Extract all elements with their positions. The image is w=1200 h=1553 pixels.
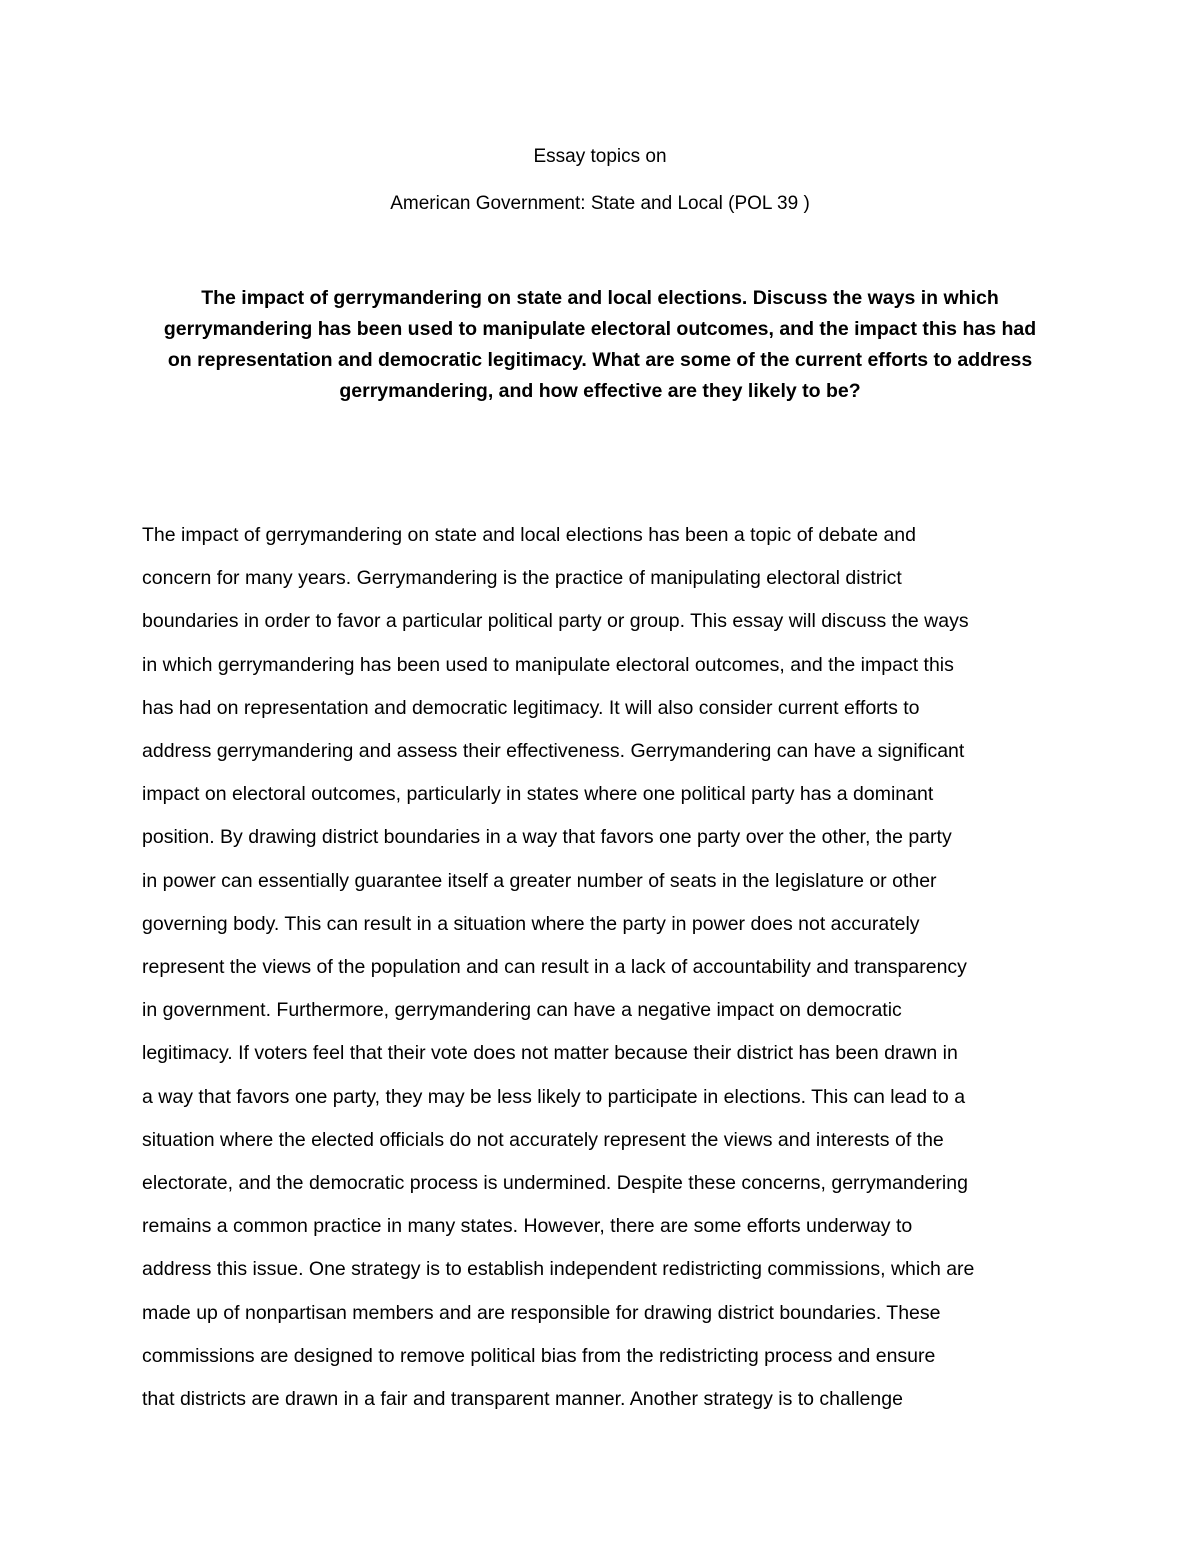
essay-topic-prompt: [130, 283, 1070, 407]
essay-line: in government. Furthermore, gerrymandering can have a negative impact on democratic: [142, 999, 902, 1022]
topic-line: on representation and democratic legitimacy. What are some of the current efforts to address: [167, 349, 1033, 371]
essay-line: impact on electoral outcomes, particularly in states where one political party has a dominant: [142, 783, 934, 806]
essay-line: address gerrymandering and assess their effectiveness. Gerrymandering can have a significant: [142, 740, 965, 763]
essay-line: in power can essentially guarantee itself a greater number of seats in the legislature or other: [142, 869, 937, 892]
essay-line: a way that favors one party, they may be less likely to participate in elections. This can lead to a: [142, 1085, 966, 1108]
essay-line: address this issue. One strategy is to establish independent redistricting commissions, which are: [142, 1258, 975, 1281]
essay-line: represent the views of the population and can result in a lack of accountability and transparency: [142, 956, 967, 979]
topic-line: The impact of gerrymandering on state and local elections. Discuss the ways in which: [201, 287, 999, 309]
course-title: American Government: State and Local (POL 39 ): [390, 193, 810, 214]
essay-line: has had on representation and democratic legitimacy. It will also consider current efforts to: [142, 696, 920, 719]
essay-line: in which gerrymandering has been used to manipulate electoral outcomes, and the impact this: [142, 653, 954, 676]
essay-line: legitimacy. If voters feel that their vote does not matter because their district has been drawn in: [142, 1042, 958, 1065]
topic-line: gerrymandering, and how effective are they likely to be?: [339, 380, 861, 402]
essay-line: situation where the elected officials do not accurately represent the views and interests of the: [142, 1128, 944, 1151]
essay-line: that districts are drawn in a fair and transparent manner. Another strategy is to challenge: [142, 1388, 903, 1411]
topic-line: gerrymandering has been used to manipulate electoral outcomes, and the impact this has had: [163, 318, 1037, 340]
document-heading: Essay topics on: [533, 146, 667, 167]
essay-line: electorate, and the democratic process is undermined. Despite these concerns, gerrymandering: [142, 1172, 968, 1195]
essay-line: boundaries in order to favor a particular political party or group. This essay will discuss the ways: [142, 610, 969, 633]
essay-line: governing body. This can result in a situation where the party in power does not accurately: [142, 912, 920, 935]
essay-line: made up of nonpartisan members and are responsible for drawing district boundaries. These: [142, 1301, 941, 1324]
essay-line: concern for many years. Gerrymandering is the practice of manipulating electoral district: [142, 567, 902, 590]
essay-line: The impact of gerrymandering on state and local elections has been a topic of debate and: [142, 524, 916, 546]
essay-line: commissions are designed to remove political bias from the redistricting process and ensure: [142, 1344, 936, 1367]
essay-line: remains a common practice in many states. However, there are some efforts underway to: [142, 1215, 913, 1238]
essay-line: position. By drawing district boundaries in a way that favors one party over the other, the party: [142, 826, 952, 849]
essay-body: [142, 514, 1072, 1421]
